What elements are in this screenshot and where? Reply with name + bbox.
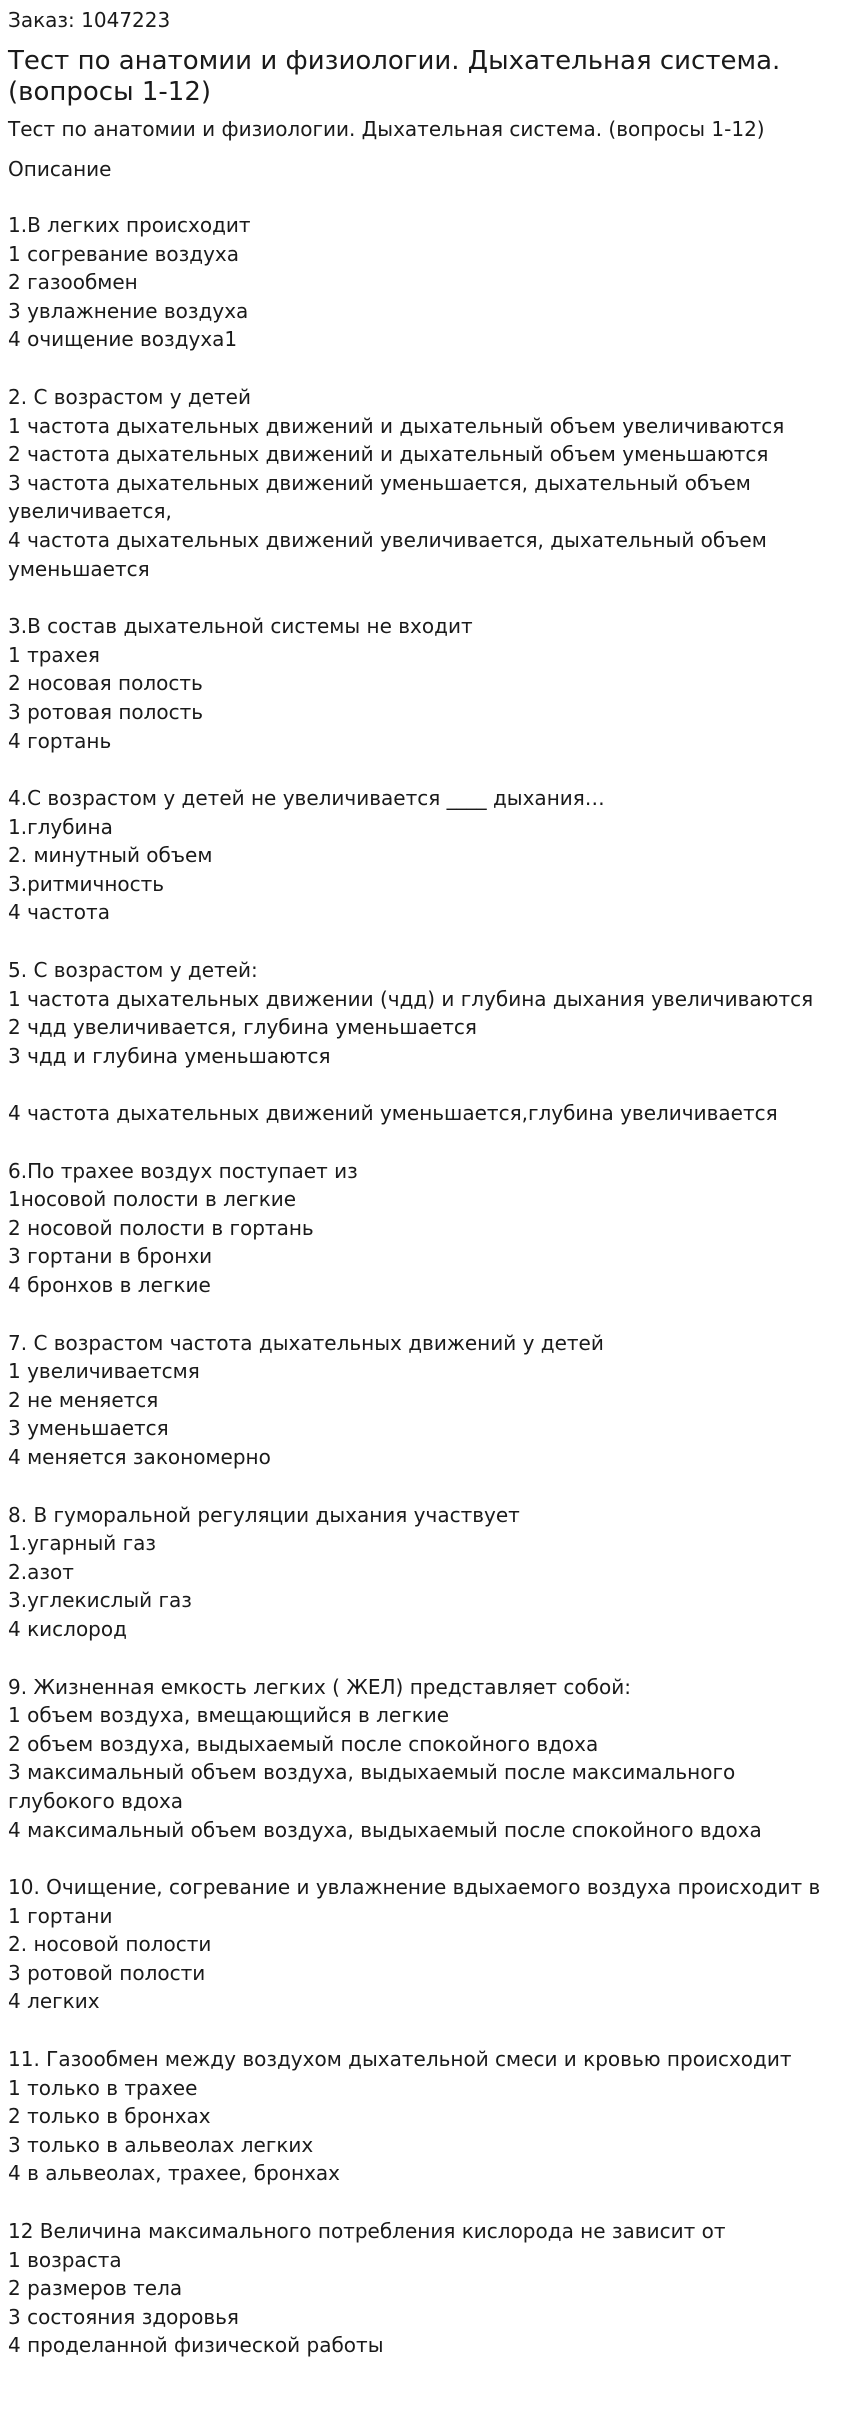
answer-option: 3 состояния здоровья	[8, 2304, 239, 2329]
answer-option: 3.ритмичность	[8, 871, 165, 896]
answer-option: 3 гортани в бронхи	[8, 1244, 213, 1269]
question-block	[8, 956, 839, 1128]
answer-option: 2 объем воздуха, выдыхаемый после спокойного вдоха	[8, 1731, 599, 1756]
answer-option: 2 носовой полости в гортань	[8, 1215, 314, 1240]
question-text: 8. В гуморальной регуляции дыхания участвует	[8, 1502, 520, 1527]
answer-option: 1 объем воздуха, вмещающийся в легкие	[8, 1703, 450, 1728]
question-block	[8, 1673, 839, 1845]
question-block	[8, 211, 839, 354]
answer-option: 3 максимальный объем воздуха, выдыхаемый после максимального глубокого вдоха	[8, 1760, 736, 1813]
answer-option: 1 возраста	[8, 2247, 122, 2272]
answer-option: 4 бронхов в легкие	[8, 1273, 211, 1297]
description-label: Описание	[8, 157, 112, 181]
answer-option: 2 только в бронхах	[8, 2104, 211, 2129]
answer-option: 4 гортань	[8, 728, 112, 753]
question-text: 4.С возрастом у детей не увеличивается ____ дыхания…	[8, 786, 605, 811]
answer-option: 2. носовой полости	[8, 1932, 212, 1957]
answer-option: 1 увеличиваетсмя	[8, 1359, 200, 1384]
answer-option: 2 газообмен	[8, 270, 138, 295]
question-block	[8, 2045, 839, 2188]
answer-option: 2 чдд увеличивается, глубина уменьшается	[8, 1015, 477, 1040]
answer-option: 2 размеров тела	[8, 2276, 183, 2301]
question-text: 1.В легких происходит	[8, 213, 251, 237]
answer-option: 1 трахея	[8, 642, 100, 667]
answer-option: 2 носовая полость	[8, 671, 203, 696]
answer-option: 2. минутный объем	[8, 843, 213, 868]
question-text: 5. С возрастом у детей:	[8, 958, 258, 983]
answer-option: 3 уменьшается	[8, 1416, 169, 1441]
answer-option: 4 проделанной физической работы	[8, 2333, 384, 2358]
answer-option: 4 частота дыхательных движений уменьшается,глубина увеличивается	[8, 1101, 778, 1126]
question-text: 11. Газообмен между воздухом дыхательной смеси и кровью происходит	[8, 2047, 792, 2072]
answer-option: 1 гортани	[8, 1903, 113, 1928]
answer-option: 2 не меняется	[8, 1387, 159, 1412]
question-block	[8, 784, 839, 927]
answer-option: 4 максимальный объем воздуха, выдыхаемый после спокойного вдоха	[8, 1817, 762, 1842]
answer-option: 4 кислород	[8, 1616, 127, 1641]
page-subtitle: Тест по анатомии и физиологии. Дыхательная система. (вопросы 1-12)	[8, 117, 765, 141]
answer-option: 4 частота дыхательных движений увеличивается, дыхательный объем уменьшается	[8, 527, 767, 581]
question-text: 6.По трахее воздух поступает из	[8, 1158, 358, 1183]
question-block	[8, 1157, 839, 1300]
answer-option: 3 чдд и глубина уменьшаются	[8, 1043, 331, 1068]
answer-option: 1носовой полости в легкие	[8, 1187, 297, 1212]
answer-option: 1.глубина	[8, 814, 113, 839]
question-text: 2. С возрастом у детей	[8, 384, 251, 409]
question-text: 7. С возрастом частота дыхательных движений у детей	[8, 1330, 604, 1355]
answer-option: 4 очищение воздуха1	[8, 327, 238, 352]
answer-option: 1 согревание воздуха	[8, 241, 240, 266]
answer-option: 3 частота дыхательных движений уменьшается, дыхательный объем увеличивается,	[8, 470, 751, 524]
answer-option: 2.азот	[8, 1559, 74, 1584]
answer-option: 4 в альвеолах, трахее, бронхах	[8, 2161, 341, 2186]
answer-option: 4 легких	[8, 1989, 100, 2014]
answer-option: 1 частота дыхательных движении (чдд) и глубина дыхания увеличиваются	[8, 986, 814, 1011]
answer-option: 3 ротовая полость	[8, 699, 204, 724]
question-block	[8, 612, 839, 755]
question-block	[8, 1329, 839, 1472]
answer-option: 1 частота дыхательных движений и дыхательный объем увеличиваются	[8, 413, 785, 438]
page-title: Тест по анатомии и физиологии. Дыхательная система. (вопросы 1-12)	[8, 46, 781, 107]
answer-option: 4 частота	[8, 900, 110, 925]
answer-option: 3 увлажнение воздуха	[8, 298, 249, 323]
answer-option: 3 только в альвеолах легких	[8, 2132, 314, 2157]
question-text: 3.В состав дыхательной системы не входит	[8, 614, 473, 639]
answer-option: 2 частота дыхательных движений и дыхательный объем уменьшаются	[8, 442, 769, 467]
answer-option: 4 меняется закономерно	[8, 1444, 271, 1469]
question-list	[8, 211, 839, 2360]
question-text: 10. Очищение, согревание и увлажнение вдыхаемого воздуха происходит в	[8, 1875, 821, 1900]
question-block	[8, 2217, 839, 2360]
answer-option: 3.углекислый газ	[8, 1588, 192, 1613]
question-text: 12 Величина максимального потребления кислорода не зависит от	[8, 2219, 726, 2244]
answer-option: 1 только в трахее	[8, 2075, 198, 2100]
question-text: 9. Жизненная емкость легких ( ЖЕЛ) представляет собой:	[8, 1674, 631, 1699]
answer-option: 3 ротовой полости	[8, 1960, 206, 1985]
question-block	[8, 1501, 839, 1644]
order-number: Заказ: 1047223	[8, 8, 171, 32]
answer-option: 1.угарный газ	[8, 1531, 156, 1556]
question-block	[8, 1873, 839, 2016]
blank-line	[8, 1070, 839, 1099]
question-block	[8, 383, 839, 583]
